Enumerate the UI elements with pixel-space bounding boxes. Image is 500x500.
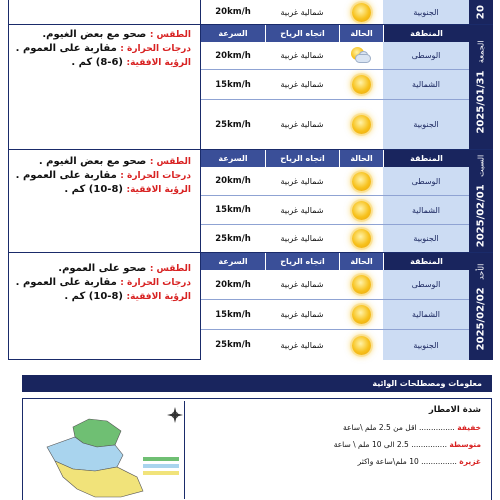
- date-bar: [469, 25, 493, 149]
- condition-cell: [339, 225, 383, 252]
- header-region: المنطقة: [383, 253, 469, 270]
- region-name: الوسطى: [383, 42, 469, 69]
- date-bar: [469, 0, 493, 24]
- rain-level-value: ............... 2.5 الى 10 ملم \ ساعة: [333, 440, 447, 449]
- table-row: [201, 167, 469, 195]
- wind-speed: 25km/h: [201, 330, 265, 360]
- wind-speed: 15km/h: [201, 300, 265, 329]
- info-box: [22, 398, 492, 500]
- weather-text: صحو على العموم.: [58, 263, 147, 274]
- sun-icon: [352, 305, 371, 324]
- rain-level-label: خفيفة: [457, 423, 481, 432]
- wind-speed: 25km/h: [201, 225, 265, 252]
- date-label: 20: [475, 4, 487, 20]
- condition-cell: [339, 330, 383, 360]
- wind-direction: شمالية غربية: [265, 167, 339, 195]
- condition-cell: [339, 300, 383, 329]
- condition-cell: [339, 42, 383, 69]
- wind-direction: شمالية غربية: [265, 300, 339, 329]
- weather-label: الطقس :: [149, 264, 191, 274]
- wind-direction: شمالية غربية: [265, 70, 339, 99]
- day-name: السبت: [476, 154, 486, 177]
- sun-icon: [352, 115, 371, 134]
- rain-level-heavy: [193, 457, 481, 466]
- header-condition: الحالة: [339, 150, 383, 167]
- sun-icon: [352, 75, 371, 94]
- rain-level-label: غزيرة: [459, 457, 481, 466]
- region-name: الجنوبية: [383, 0, 469, 24]
- rain-level-value: ............... اقل من 2.5 ملم \ساعة: [343, 423, 455, 432]
- day-block-friday: [9, 25, 493, 149]
- weather-description: [9, 262, 199, 304]
- visibility-label: الرؤية الافقية:: [126, 58, 191, 68]
- visibility-text: (8-10) كم .: [64, 291, 123, 302]
- rain-level-value: ............... 10 ملم\ساعة واكثر: [357, 457, 457, 466]
- forecast-table: [200, 0, 468, 24]
- rain-level-moderate: [193, 440, 481, 449]
- temperature-label: درجات الحرارة :: [120, 171, 191, 181]
- table-header: [201, 253, 469, 270]
- header-speed: السرعة: [201, 25, 265, 42]
- region-name: الجنوبية: [383, 330, 469, 360]
- rain-intensity-title: شدة الامطار: [428, 405, 481, 415]
- condition-cell: [339, 70, 383, 99]
- wind-speed: 20km/h: [201, 0, 265, 24]
- sun-icon: [352, 275, 371, 294]
- table-row: [201, 300, 469, 329]
- sun-icon: [352, 172, 371, 191]
- wind-speed: 20km/h: [201, 167, 265, 195]
- wind-direction: شمالية غربية: [265, 330, 339, 360]
- weather-text: صحو مع بعض الغيوم.: [42, 29, 147, 40]
- temperature-label: درجات الحرارة :: [120, 44, 191, 54]
- condition-cell: [339, 100, 383, 149]
- date-label: 2025/02/02: [475, 286, 487, 350]
- partly-cloudy-icon: [349, 46, 373, 66]
- rain-level-light: [193, 423, 481, 432]
- header-speed: السرعة: [201, 150, 265, 167]
- region-name: الوسطى: [383, 167, 469, 195]
- sun-icon: [352, 336, 371, 355]
- table-row: [201, 70, 469, 99]
- table-header: [201, 150, 469, 167]
- rain-level-label: متوسطة: [449, 440, 481, 449]
- header-wind-direction: اتجاه الرياح: [265, 150, 339, 167]
- header-condition: الحالة: [339, 25, 383, 42]
- wind-direction: شمالية غربية: [265, 196, 339, 224]
- wind-direction: شمالية غربية: [265, 225, 339, 252]
- temperature-label: درجات الحرارة :: [120, 278, 191, 288]
- forecast-frame: [8, 0, 492, 360]
- region-name: الجنوبية: [383, 100, 469, 149]
- sun-icon: [352, 3, 371, 22]
- rain-intensity: [193, 399, 489, 499]
- condition-cell: [339, 270, 383, 299]
- header-region: المنطقة: [383, 150, 469, 167]
- wind-speed: 20km/h: [201, 270, 265, 299]
- wind-speed: 15km/h: [201, 70, 265, 99]
- table-row: [201, 270, 469, 299]
- header-region: المنطقة: [383, 25, 469, 42]
- day-block-saturday: [9, 150, 493, 252]
- wind-direction: شمالية غربية: [265, 0, 339, 24]
- day-name: الأحد: [476, 263, 486, 280]
- region-name: الشمالية: [383, 300, 469, 329]
- wind-speed: 25km/h: [201, 100, 265, 149]
- table-row: [201, 42, 469, 69]
- header-wind-direction: اتجاه الرياح: [265, 25, 339, 42]
- region-name: الشمالية: [383, 196, 469, 224]
- date-label: 2025/02/01: [475, 184, 487, 248]
- forecast-table: [200, 253, 468, 360]
- temperature-text: مقاربة على العموم .: [15, 43, 117, 54]
- sun-icon: [352, 229, 371, 248]
- region-name: الوسطى: [383, 270, 469, 299]
- header-condition: الحالة: [339, 253, 383, 270]
- date-label: 2025/01/31: [475, 70, 487, 134]
- wind-speed: 20km/h: [201, 42, 265, 69]
- info-title-bar: [22, 375, 492, 392]
- temperature-text: مقاربة على العموم .: [15, 170, 117, 181]
- info-title: معلومات ومصطلحات الوائية: [372, 379, 482, 388]
- visibility-text: (6-8) كم .: [71, 57, 123, 68]
- table-header: [201, 25, 469, 42]
- region-map: [25, 401, 185, 499]
- forecast-table: [200, 150, 468, 252]
- table-row: [201, 0, 469, 24]
- weather-description: [9, 155, 199, 197]
- visibility-label: الرؤية الافقية:: [126, 185, 191, 195]
- condition-cell: [339, 167, 383, 195]
- wind-speed: 15km/h: [201, 196, 265, 224]
- visibility-label: الرؤية الافقية:: [126, 292, 191, 302]
- temperature-text: مقاربة على العموم .: [15, 277, 117, 288]
- wind-direction: شمالية غربية: [265, 42, 339, 69]
- header-wind-direction: اتجاه الرياح: [265, 253, 339, 270]
- table-row: [201, 196, 469, 224]
- condition-cell: [339, 0, 383, 24]
- weather-label: الطقس :: [149, 157, 191, 167]
- weather-text: صحو مع بعض الغيوم .: [38, 156, 147, 167]
- wind-direction: شمالية غربية: [265, 100, 339, 149]
- region-name: الجنوبية: [383, 225, 469, 252]
- day-name: الجمعة: [476, 40, 486, 64]
- table-row: [201, 100, 469, 149]
- date-bar: [469, 253, 493, 360]
- day-block-sunday: [9, 253, 493, 360]
- weather-label: الطقس :: [149, 30, 191, 40]
- table-row: [201, 225, 469, 252]
- region-name: الشمالية: [383, 70, 469, 99]
- wind-direction: شمالية غربية: [265, 270, 339, 299]
- table-row: [201, 330, 469, 360]
- header-speed: السرعة: [201, 253, 265, 270]
- weather-description: [9, 28, 199, 70]
- forecast-table: [200, 25, 468, 149]
- top-partial-day: [9, 0, 493, 24]
- date-bar: [469, 150, 493, 252]
- visibility-text: (8-10) كم .: [64, 184, 123, 195]
- region-map-graphic: [25, 401, 185, 499]
- sun-icon: [352, 201, 371, 220]
- condition-cell: [339, 196, 383, 224]
